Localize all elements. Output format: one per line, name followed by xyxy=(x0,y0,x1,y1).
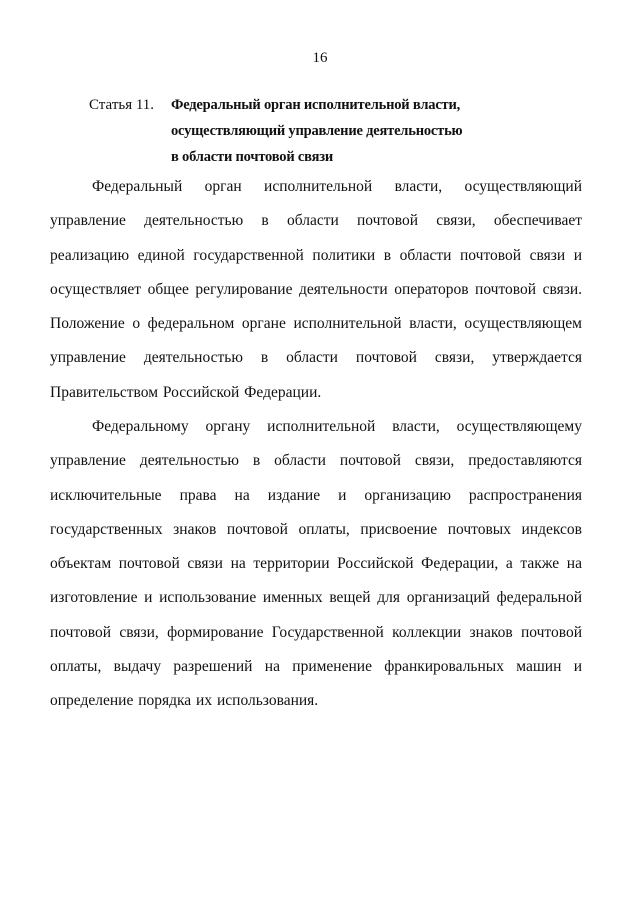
article-title xyxy=(171,92,569,170)
article-label: Статья 11. xyxy=(89,97,155,113)
article-title-line: осуществляющий управление деятельностью xyxy=(171,123,463,139)
article-title-line: Федеральный орган исполнительной власти, xyxy=(171,97,461,113)
page-number: 16 xyxy=(312,50,328,66)
paragraph: Федеральный орган исполнительной власти, осуществляющий управление деятельностью в области почтовой связи, обеспечивает реализацию единой государственной политики в области почтовой связи и осуществляет общее регулирование деятельности операторов почтовой связи. Положение о федеральном органе исполнительной власти, осуществляющем управление деятельностью в области почтовой связи, утверждается Правительством Российской Федерации. xyxy=(50,178,582,401)
article-title-line: в области почтовой связи xyxy=(171,149,334,165)
article-heading xyxy=(89,92,569,170)
paragraph: Федеральному органу исполнительной власти, осуществляющему управление деятельностью в области почтовой связи, предоставляются исключительные права на издание и организацию распространения государственных знаков почтовой оплаты, присвоение почтовых индексов объектам почтовой связи на территории Российской Федерации, а также на изготовление и использование именных вещей для организаций федеральной почтовой связи, формирование Государственной коллекции знаков почтовой оплаты, выдачу разрешений на применение франкировальных машин и определение порядка их использования. xyxy=(50,418,582,710)
